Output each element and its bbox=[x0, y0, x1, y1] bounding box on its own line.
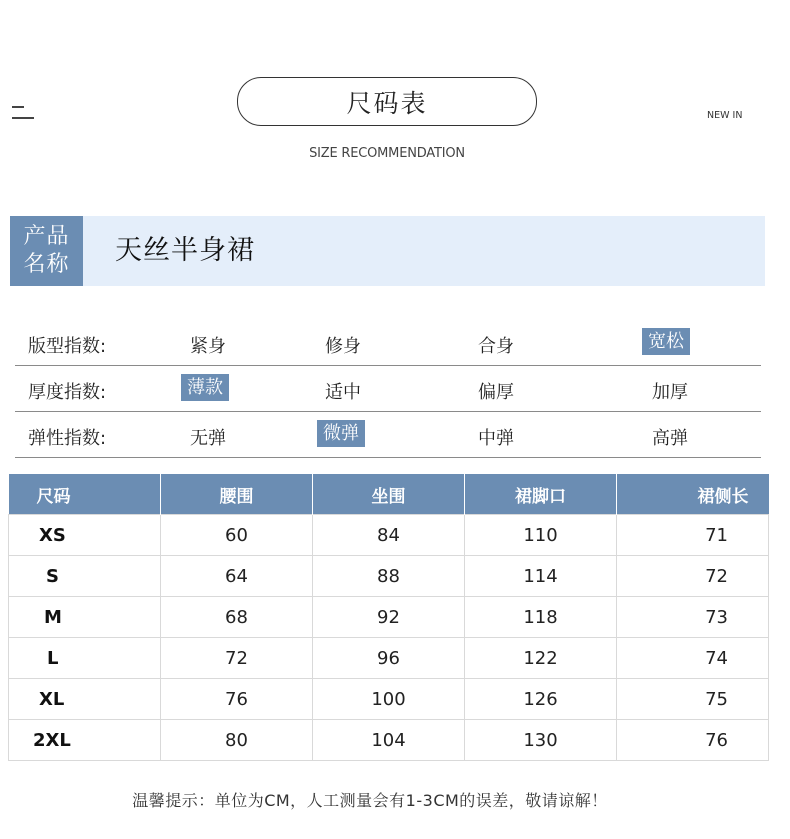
thickness-index-row bbox=[15, 366, 761, 412]
cell-length: 74 bbox=[617, 638, 769, 679]
product-name-value: 天丝半身裙 bbox=[115, 235, 255, 266]
elasticity-option-high: 高弹 bbox=[652, 428, 688, 449]
table-row bbox=[9, 515, 769, 556]
size-table bbox=[8, 474, 769, 761]
table-row bbox=[9, 720, 769, 761]
fit-index-label: 版型指数: bbox=[28, 336, 107, 357]
product-label-line1: 产品 bbox=[23, 224, 70, 249]
elasticity-option-medium: 中弹 bbox=[478, 428, 514, 449]
table-row bbox=[9, 597, 769, 638]
measurement-note: 温馨提示：单位为CM，人工测量会有1-3CM的误差，敬请谅解！ bbox=[132, 791, 608, 810]
cell-size: S bbox=[9, 556, 161, 597]
header-hem: 裙脚口 bbox=[465, 474, 617, 515]
header-hip: 坐围 bbox=[313, 474, 465, 515]
cell-length: 73 bbox=[617, 597, 769, 638]
thickness-option-thin-selected: 薄款 bbox=[181, 374, 229, 401]
cell-size: L bbox=[9, 638, 161, 679]
table-row bbox=[9, 638, 769, 679]
cell-length: 75 bbox=[617, 679, 769, 720]
cell-hip: 84 bbox=[313, 515, 465, 556]
cell-waist: 60 bbox=[161, 515, 313, 556]
cell-hem: 114 bbox=[465, 556, 617, 597]
cell-hip: 96 bbox=[313, 638, 465, 679]
table-row bbox=[9, 556, 769, 597]
cell-size: 2XL bbox=[9, 720, 161, 761]
header-waist: 腰围 bbox=[161, 474, 313, 515]
thickness-option-thick: 偏厚 bbox=[478, 382, 514, 403]
fit-option-tight: 紧身 bbox=[190, 336, 226, 357]
cell-length: 71 bbox=[617, 515, 769, 556]
thickness-option-extra-thick: 加厚 bbox=[652, 382, 688, 403]
new-in-tag: NEW IN bbox=[707, 110, 743, 121]
elasticity-index-label: 弹性指数: bbox=[28, 428, 107, 449]
fit-option-loose-selected: 宽松 bbox=[642, 328, 690, 355]
cell-length: 72 bbox=[617, 556, 769, 597]
fit-option-regular: 合身 bbox=[478, 336, 514, 357]
page-subtitle: SIZE RECOMMENDATION bbox=[309, 146, 465, 161]
cell-waist: 76 bbox=[161, 679, 313, 720]
fit-index-row bbox=[15, 320, 761, 366]
cell-hem: 126 bbox=[465, 679, 617, 720]
cell-size: XS bbox=[9, 515, 161, 556]
cell-hip: 100 bbox=[313, 679, 465, 720]
cell-hip: 104 bbox=[313, 720, 465, 761]
cell-hip: 92 bbox=[313, 597, 465, 638]
table-row bbox=[9, 679, 769, 720]
cell-size: M bbox=[9, 597, 161, 638]
thickness-index-label: 厚度指数: bbox=[28, 382, 107, 403]
cell-size: XL bbox=[9, 679, 161, 720]
cell-hem: 110 bbox=[465, 515, 617, 556]
cell-hem: 118 bbox=[465, 597, 617, 638]
cell-waist: 80 bbox=[161, 720, 313, 761]
menu-icon[interactable] bbox=[12, 106, 34, 120]
cell-length: 76 bbox=[617, 720, 769, 761]
page-title: 尺码表 bbox=[237, 77, 537, 126]
size-table-header-row bbox=[9, 474, 769, 515]
product-name-label bbox=[10, 216, 83, 286]
thickness-option-medium: 适中 bbox=[325, 382, 361, 403]
header-length: 裙侧长 bbox=[617, 474, 769, 515]
fit-option-slim: 修身 bbox=[325, 336, 361, 357]
cell-hip: 88 bbox=[313, 556, 465, 597]
cell-hem: 122 bbox=[465, 638, 617, 679]
elasticity-option-slight-selected: 微弹 bbox=[317, 420, 365, 447]
product-label-line2: 名称 bbox=[23, 252, 70, 277]
cell-hem: 130 bbox=[465, 720, 617, 761]
cell-waist: 68 bbox=[161, 597, 313, 638]
cell-waist: 64 bbox=[161, 556, 313, 597]
header-size: 尺码 bbox=[9, 474, 161, 515]
cell-waist: 72 bbox=[161, 638, 313, 679]
elasticity-index-row bbox=[15, 412, 761, 458]
elasticity-option-none: 无弹 bbox=[190, 428, 226, 449]
